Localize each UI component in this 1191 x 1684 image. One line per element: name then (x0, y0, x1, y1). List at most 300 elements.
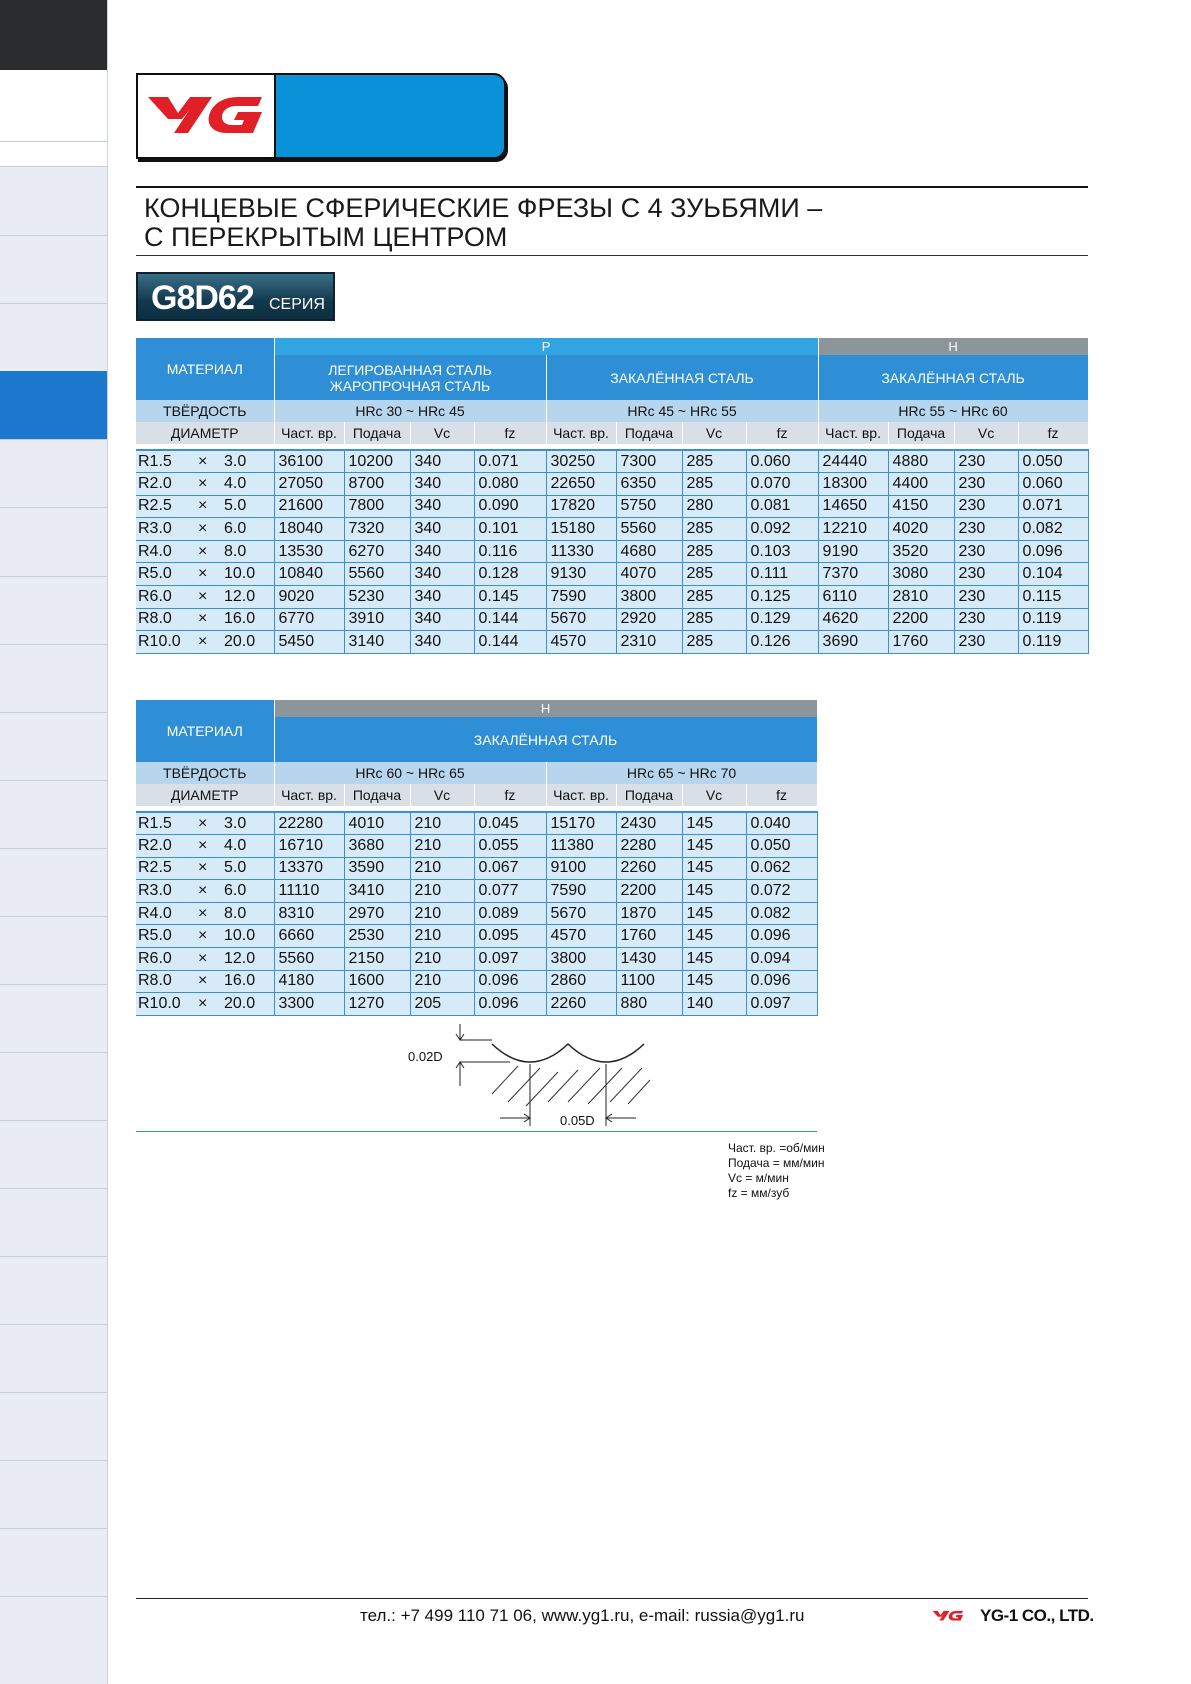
value-cell: 285 (682, 540, 746, 563)
value-cell: 340 (410, 608, 474, 631)
material-hardened-steel: ЗАКАЛЁННАЯ СТАЛЬ (274, 717, 817, 762)
legend-item: Част. вр. =об/мин (728, 1141, 825, 1155)
value-cell: 5750 (616, 495, 682, 518)
value-cell: 11380 (546, 835, 616, 858)
value-cell: 1100 (616, 970, 682, 993)
table-row (136, 586, 1088, 609)
value-cell: 285 (682, 473, 746, 496)
diameter-times: × (198, 610, 208, 628)
value-cell: 4620 (818, 608, 888, 631)
diameter-cell (136, 631, 274, 654)
height-dimension-label: 0.02D (408, 1049, 443, 1064)
material-alloy-steel (274, 355, 546, 400)
value-cell: 4150 (888, 495, 954, 518)
material-line-1: ЛЕГИРОВАННАЯ СТАЛЬ (328, 361, 492, 378)
diameter-radius: R10.0 (138, 995, 181, 1013)
value-cell: 145 (682, 948, 746, 971)
sidebar-white-block (0, 70, 107, 166)
diameter-cell (136, 948, 274, 971)
value-cell: 2970 (344, 902, 410, 925)
value-cell: 12210 (818, 518, 888, 541)
value-cell: 27050 (274, 473, 344, 496)
series-badge (136, 272, 335, 321)
diameter-length: 3.0 (224, 452, 247, 470)
width-dimension-label: 0.05D (560, 1113, 595, 1128)
value-cell: 14650 (818, 495, 888, 518)
value-cell: 2920 (616, 608, 682, 631)
value-cell: 8700 (344, 473, 410, 496)
value-cell: 0.067 (474, 857, 546, 880)
profile-drawing (400, 1022, 670, 1134)
value-cell: 11110 (274, 880, 344, 903)
value-cell: 880 (616, 993, 682, 1016)
value-cell: 230 (954, 631, 1018, 654)
table-row (136, 902, 817, 925)
diameter-length: 3.0 (224, 814, 247, 832)
value-cell: 1270 (344, 993, 410, 1016)
hardness-range: HRc 55 ~ HRc 60 (818, 400, 1088, 422)
value-cell: 6660 (274, 925, 344, 948)
material-hardened-steel: ЗАКАЛЁННАЯ СТАЛЬ (546, 355, 818, 400)
sidebar-divider (0, 848, 107, 849)
sidebar-divider (0, 439, 107, 440)
column-header: Vc (954, 422, 1018, 444)
diameter-radius: R6.0 (138, 587, 172, 605)
diameter-times: × (198, 452, 208, 470)
value-cell: 0.096 (474, 993, 546, 1016)
diameter-radius: R2.0 (138, 836, 172, 854)
value-cell: 7370 (818, 563, 888, 586)
cutting-data-table-2 (136, 700, 818, 1016)
diameter-length: 4.0 (224, 836, 247, 854)
value-cell: 5670 (546, 608, 616, 631)
sidebar-divider (0, 712, 107, 713)
column-header: fz (474, 422, 546, 444)
diameter-radius: R4.0 (138, 542, 172, 560)
column-header: Част. вр. (274, 784, 344, 806)
table-row (136, 880, 817, 903)
value-cell: 7300 (616, 450, 682, 473)
diameter-cell (136, 902, 274, 925)
hardness-range: HRc 45 ~ HRc 55 (546, 400, 818, 422)
diameter-cell (136, 563, 274, 586)
value-cell: 0.144 (474, 608, 546, 631)
sidebar-divider (0, 780, 107, 781)
value-cell: 18300 (818, 473, 888, 496)
column-header: Част. вр. (274, 422, 344, 444)
value-cell: 0.071 (474, 450, 546, 473)
value-cell: 4400 (888, 473, 954, 496)
footer-rule (136, 1598, 1088, 1599)
value-cell: 0.072 (746, 880, 817, 903)
value-cell: 1760 (888, 631, 954, 654)
value-cell: 0.145 (474, 586, 546, 609)
value-cell: 280 (682, 495, 746, 518)
diameter-cell (136, 495, 274, 518)
value-cell: 210 (410, 970, 474, 993)
value-cell: 3590 (344, 857, 410, 880)
value-cell: 285 (682, 450, 746, 473)
units-legend (728, 1141, 825, 1201)
sidebar-divider (0, 1460, 107, 1461)
value-cell: 0.082 (1018, 518, 1088, 541)
value-cell: 3690 (818, 631, 888, 654)
value-cell: 0.097 (746, 993, 817, 1016)
value-cell: 230 (954, 608, 1018, 631)
diameter-radius: R5.0 (138, 927, 172, 945)
value-cell: 16710 (274, 835, 344, 858)
value-cell: 230 (954, 586, 1018, 609)
diameter-cell (136, 835, 274, 858)
value-cell: 0.092 (746, 518, 818, 541)
sidebar-divider (0, 1392, 107, 1393)
diameter-cell (136, 925, 274, 948)
diameter-cell (136, 812, 274, 835)
diameter-radius: R2.0 (138, 474, 172, 492)
value-cell: 230 (954, 518, 1018, 541)
diameter-times: × (198, 520, 208, 538)
value-cell: 1760 (616, 925, 682, 948)
value-cell: 6770 (274, 608, 344, 631)
diameter-times: × (198, 633, 208, 651)
value-cell: 3680 (344, 835, 410, 858)
value-cell: 0.097 (474, 948, 546, 971)
diameter-length: 5.0 (224, 859, 247, 877)
column-header: Подача (616, 422, 682, 444)
material-line-2: ЖАРОПРОЧНАЯ СТАЛЬ (329, 377, 491, 394)
hardness-label: ТВЁРДОСТЬ (136, 400, 274, 422)
diameter-times: × (198, 882, 208, 900)
diameter-times: × (198, 972, 208, 990)
material-header: МАТЕРИАЛ (136, 700, 274, 762)
value-cell: 9100 (546, 857, 616, 880)
value-cell: 145 (682, 925, 746, 948)
diameter-radius: R10.0 (138, 633, 181, 651)
column-header: fz (746, 784, 817, 806)
value-cell: 3300 (274, 993, 344, 1016)
value-cell: 210 (410, 880, 474, 903)
value-cell: 0.071 (1018, 495, 1088, 518)
diameter-cell (136, 473, 274, 496)
value-cell: 0.101 (474, 518, 546, 541)
diameter-length: 4.0 (224, 474, 247, 492)
value-cell: 7590 (546, 586, 616, 609)
column-header: Подача (616, 784, 682, 806)
diameter-times: × (198, 565, 208, 583)
cutting-data-table-1 (136, 338, 1089, 654)
value-cell: 0.116 (474, 540, 546, 563)
diameter-times: × (198, 497, 208, 515)
value-cell: 3910 (344, 608, 410, 631)
value-cell: 0.096 (474, 970, 546, 993)
value-cell: 4010 (344, 812, 410, 835)
value-cell: 13370 (274, 857, 344, 880)
value-cell: 0.060 (746, 450, 818, 473)
diameter-times: × (198, 474, 208, 492)
value-cell: 0.103 (746, 540, 818, 563)
value-cell: 210 (410, 812, 474, 835)
diameter-cell (136, 970, 274, 993)
value-cell: 9190 (818, 540, 888, 563)
value-cell: 285 (682, 608, 746, 631)
value-cell: 0.070 (746, 473, 818, 496)
value-cell: 145 (682, 902, 746, 925)
value-cell: 0.081 (746, 495, 818, 518)
diameter-times: × (198, 995, 208, 1013)
sidebar-divider (0, 1324, 107, 1325)
diameter-times: × (198, 814, 208, 832)
diameter-times: × (198, 836, 208, 854)
table-row (136, 540, 1088, 563)
diameter-times: × (198, 949, 208, 967)
table-row (136, 812, 817, 835)
value-cell: 340 (410, 563, 474, 586)
table-row (136, 835, 817, 858)
value-cell: 210 (410, 857, 474, 880)
value-cell: 145 (682, 880, 746, 903)
diameter-radius: R4.0 (138, 904, 172, 922)
value-cell: 2810 (888, 586, 954, 609)
column-header: fz (1018, 422, 1088, 444)
diameter-radius: R1.5 (138, 814, 172, 832)
column-header: Част. вр. (546, 422, 616, 444)
value-cell: 340 (410, 518, 474, 541)
page-title (136, 186, 1088, 256)
value-cell: 340 (410, 540, 474, 563)
column-header: Vc (682, 784, 746, 806)
table-row (136, 993, 817, 1016)
value-cell: 2200 (616, 880, 682, 903)
sidebar-divider (0, 235, 107, 236)
diameter-cell (136, 586, 274, 609)
diameter-times: × (198, 904, 208, 922)
side-index-bar (0, 0, 108, 1684)
diameter-cell (136, 857, 274, 880)
table-row (136, 495, 1088, 518)
value-cell: 140 (682, 993, 746, 1016)
value-cell: 22280 (274, 812, 344, 835)
group-h-header: H (274, 700, 817, 717)
value-cell: 0.096 (746, 925, 817, 948)
value-cell: 145 (682, 857, 746, 880)
sidebar-divider (0, 984, 107, 985)
column-header: Част. вр. (546, 784, 616, 806)
diameter-length: 20.0 (224, 995, 256, 1013)
sidebar-divider (0, 1256, 107, 1257)
group-p-header: P (274, 338, 818, 355)
value-cell: 0.090 (474, 495, 546, 518)
diameter-times: × (198, 587, 208, 605)
sidebar-active-tab[interactable] (0, 371, 107, 439)
diameter-radius: R3.0 (138, 882, 172, 900)
table-row (136, 518, 1088, 541)
value-cell: 0.119 (1018, 608, 1088, 631)
value-cell: 2150 (344, 948, 410, 971)
legend-item: fz = мм/зуб (728, 1186, 790, 1200)
value-cell: 8310 (274, 902, 344, 925)
diameter-cell (136, 608, 274, 631)
column-header: fz (474, 784, 546, 806)
sidebar-divider (0, 507, 107, 508)
diameter-length: 20.0 (224, 633, 256, 651)
value-cell: 0.096 (746, 970, 817, 993)
value-cell: 4570 (546, 631, 616, 654)
value-cell: 5560 (616, 518, 682, 541)
value-cell: 10840 (274, 563, 344, 586)
value-cell: 340 (410, 586, 474, 609)
value-cell: 340 (410, 450, 474, 473)
diameter-radius: R8.0 (138, 610, 172, 628)
value-cell: 145 (682, 835, 746, 858)
value-cell: 230 (954, 450, 1018, 473)
value-cell: 0.045 (474, 812, 546, 835)
value-cell: 0.060 (1018, 473, 1088, 496)
sidebar-divider (0, 916, 107, 917)
value-cell: 145 (682, 970, 746, 993)
diameter-times: × (198, 542, 208, 560)
value-cell: 0.111 (746, 563, 818, 586)
value-cell: 3800 (616, 586, 682, 609)
value-cell: 7800 (344, 495, 410, 518)
value-cell: 0.062 (746, 857, 817, 880)
column-header: Подача (344, 422, 410, 444)
column-header: Подача (888, 422, 954, 444)
hardness-range: HRc 60 ~ HRc 65 (274, 762, 546, 784)
sidebar-divider (0, 166, 107, 167)
value-cell: 0.080 (474, 473, 546, 496)
sidebar-divider (0, 1528, 107, 1529)
diameter-length: 12.0 (224, 949, 256, 967)
diameter-radius: R3.0 (138, 520, 172, 538)
hardness-range: HRc 30 ~ HRc 45 (274, 400, 546, 422)
column-header: Част. вр. (818, 422, 888, 444)
value-cell: 145 (682, 812, 746, 835)
table-row (136, 857, 817, 880)
value-cell: 15180 (546, 518, 616, 541)
value-cell: 2280 (616, 835, 682, 858)
value-cell: 1600 (344, 970, 410, 993)
sidebar-divider (0, 1052, 107, 1053)
legend-item: Vc = м/мин (728, 1171, 789, 1185)
value-cell: 340 (410, 495, 474, 518)
table-row (136, 473, 1088, 496)
value-cell: 1870 (616, 902, 682, 925)
value-cell: 0.040 (746, 812, 817, 835)
diameter-length: 8.0 (224, 904, 247, 922)
diameter-length: 6.0 (224, 882, 247, 900)
material-hardened-steel-h: ЗАКАЛЁННАЯ СТАЛЬ (818, 355, 1088, 400)
table-row (136, 631, 1088, 654)
legend-item: Подача = мм/мин (728, 1156, 825, 1170)
value-cell: 0.055 (474, 835, 546, 858)
table-row (136, 608, 1088, 631)
value-cell: 285 (682, 518, 746, 541)
value-cell: 11330 (546, 540, 616, 563)
yg-logo-icon (138, 75, 274, 157)
value-cell: 230 (954, 473, 1018, 496)
value-cell: 10200 (344, 450, 410, 473)
value-cell: 0.089 (474, 902, 546, 925)
footer-contact: тел.: +7 499 110 71 06, www.yg1.ru, e-mail: russia@yg1.ru (360, 1606, 805, 1625)
title-line-2: С ПЕРЕКРЫТЫМ ЦЕНТРОМ (144, 222, 508, 252)
value-cell: 2260 (546, 993, 616, 1016)
value-cell: 230 (954, 495, 1018, 518)
value-cell: 5560 (274, 948, 344, 971)
footer-logo-icon (928, 1605, 968, 1627)
value-cell: 22650 (546, 473, 616, 496)
value-cell: 30250 (546, 450, 616, 473)
diameter-radius: R2.5 (138, 497, 172, 515)
value-cell: 4070 (616, 563, 682, 586)
value-cell: 3520 (888, 540, 954, 563)
value-cell: 15170 (546, 812, 616, 835)
value-cell: 6270 (344, 540, 410, 563)
value-cell: 3410 (344, 880, 410, 903)
yg-logo (138, 75, 276, 157)
diameter-length: 10.0 (224, 927, 256, 945)
value-cell: 340 (410, 473, 474, 496)
value-cell: 0.129 (746, 608, 818, 631)
sidebar-divider (0, 1120, 107, 1121)
diameter-length: 16.0 (224, 972, 256, 990)
value-cell: 0.125 (746, 586, 818, 609)
value-cell: 4020 (888, 518, 954, 541)
value-cell: 5230 (344, 586, 410, 609)
hardness-range: HRc 65 ~ HRc 70 (546, 762, 817, 784)
value-cell: 0.104 (1018, 563, 1088, 586)
value-cell: 210 (410, 925, 474, 948)
value-cell: 6110 (818, 586, 888, 609)
column-header: fz (746, 422, 818, 444)
diameter-length: 16.0 (224, 610, 256, 628)
sidebar-divider (0, 1188, 107, 1189)
value-cell: 7320 (344, 518, 410, 541)
value-cell: 0.115 (1018, 586, 1088, 609)
value-cell: 0.128 (474, 563, 546, 586)
series-label: СЕРИЯ (269, 296, 325, 313)
diameter-length: 8.0 (224, 542, 247, 560)
value-cell: 24440 (818, 450, 888, 473)
value-cell: 210 (410, 902, 474, 925)
diameter-label: ДИАМЕТР (136, 784, 274, 806)
diameter-cell (136, 518, 274, 541)
diameter-radius: R8.0 (138, 972, 172, 990)
value-cell: 6350 (616, 473, 682, 496)
value-cell: 7590 (546, 880, 616, 903)
value-cell: 285 (682, 563, 746, 586)
value-cell: 285 (682, 631, 746, 654)
value-cell: 340 (410, 631, 474, 654)
value-cell: 230 (954, 563, 1018, 586)
value-cell: 0.082 (746, 902, 817, 925)
value-cell: 0.144 (474, 631, 546, 654)
value-cell: 2310 (616, 631, 682, 654)
value-cell: 210 (410, 948, 474, 971)
sidebar-divider (0, 644, 107, 645)
title-line-1: КОНЦЕВЫЕ СФЕРИЧЕСКИЕ ФРЕЗЫ С 4 ЗУЬБЯМИ – (144, 193, 823, 223)
value-cell: 9020 (274, 586, 344, 609)
diameter-length: 6.0 (224, 520, 247, 538)
diameter-radius: R1.5 (138, 452, 172, 470)
diameter-radius: R5.0 (138, 565, 172, 583)
brand-header (136, 73, 506, 159)
value-cell: 3080 (888, 563, 954, 586)
value-cell: 0.094 (746, 948, 817, 971)
value-cell: 4680 (616, 540, 682, 563)
value-cell: 0.126 (746, 631, 818, 654)
diameter-length: 10.0 (224, 565, 256, 583)
value-cell: 5450 (274, 631, 344, 654)
